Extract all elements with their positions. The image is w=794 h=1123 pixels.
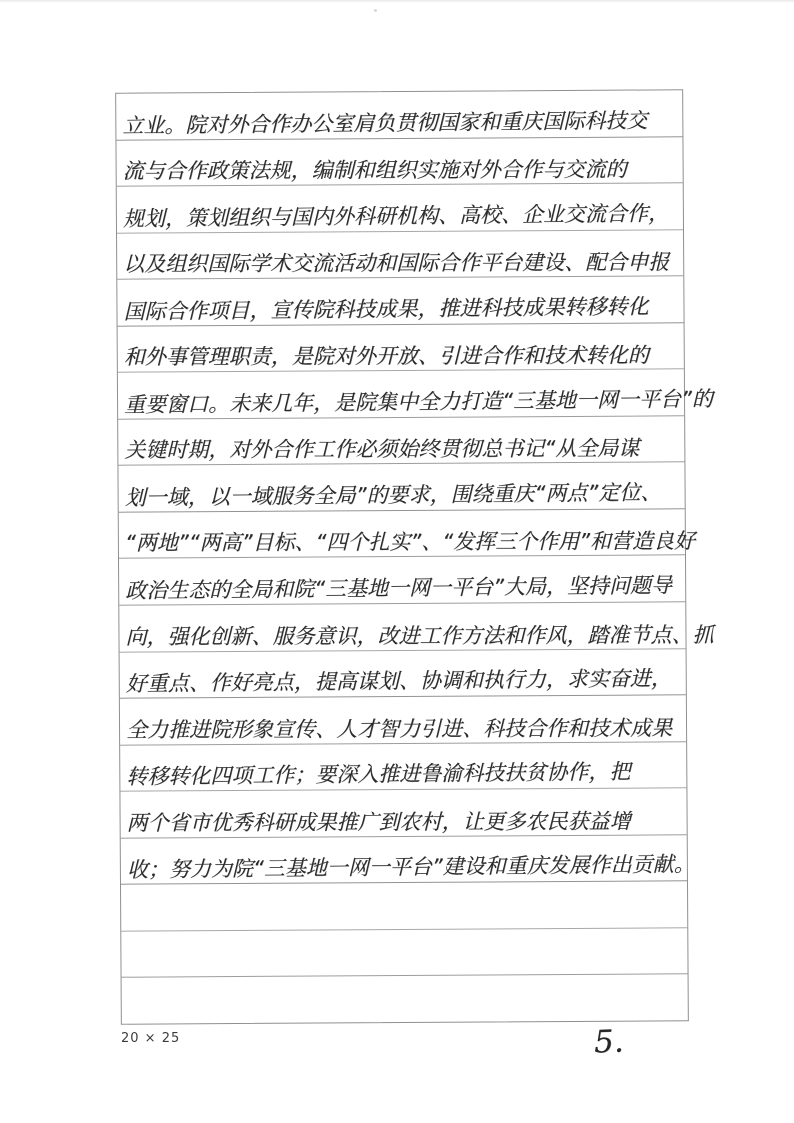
- manuscript-line: [116, 137, 682, 187]
- scan-artifact-speck: [374, 9, 377, 12]
- manuscript-line: [119, 556, 685, 606]
- manuscript-line: [122, 975, 688, 1024]
- manuscript-line: [118, 463, 684, 513]
- ruled-manuscript-grid: [115, 89, 714, 1024]
- handwritten-text: 全力推进院形象宣传、人才智力引进、科技合作和技术成果: [126, 715, 673, 742]
- handwritten-text: 重要窗口。未来几年，是院集中全力打造“三基地一网一平台”的: [123, 386, 713, 417]
- manuscript-line: [117, 230, 683, 280]
- manuscript-line: [119, 509, 695, 559]
- manuscript-line: [120, 742, 686, 792]
- manuscript-line: [118, 416, 684, 466]
- handwritten-text: 好重点、作好亮点，提高谋划、协调和执行力，求实奋进，: [125, 666, 672, 696]
- manuscript-line: [120, 695, 686, 745]
- manuscript-line: [117, 183, 683, 233]
- manuscript-line: [121, 882, 687, 932]
- manuscript-line: [118, 323, 684, 373]
- handwritten-text: 规划，策划组织与国内外科研机构、高校、企业交流合作，: [122, 200, 670, 231]
- handwritten-text: 关键时期，对外合作工作必须始终贯彻总书记“从全局谋: [124, 436, 640, 463]
- manuscript-line: [120, 649, 686, 699]
- handwritten-text: 和外事管理职责，是院对外开放、引进合作和技术转化的: [123, 343, 649, 370]
- handwritten-text: 划一域，以一域服务全局”的要求，围绕重庆“两点”定位、: [124, 480, 662, 510]
- scan-artifact-top-edge: [0, 0, 794, 3]
- handwritten-text: 立业。院对外合作办公室肩负贯彻国家和重庆国际科技交: [122, 107, 648, 138]
- manuscript-line: [118, 370, 713, 420]
- manuscript-line: [120, 788, 686, 838]
- handwritten-text: 流与合作政策法规，编制和组织实施对外合作与交流的: [122, 157, 627, 184]
- handwritten-text: 国际合作项目，宣传院科技成果，推进科技成果转移转化: [123, 294, 649, 324]
- handwritten-text: 政治生态的全局和院“三基地一网一平台”大局，坚持问题导: [125, 573, 673, 603]
- handwritten-text: 两个省市优秀科研成果推广到农村，让更多农民获益增: [126, 808, 631, 835]
- manuscript-line: [117, 276, 683, 326]
- handwritten-text: 以及组织国际学术交流活动和国际合作平台建设、配合申报: [123, 250, 670, 277]
- handwritten-text: “两地”“两高”目标、“四个扎实”、“发挥三个作用”和营造良好: [124, 529, 695, 556]
- handwritten-text: 向，强化创新、服务意识，改进工作方法和作风，踏准节点、抓: [125, 622, 714, 649]
- handwritten-text: 转移转化四项工作；要深入推进鲁渝科技扶贫协作，把: [126, 759, 631, 789]
- page-number: 5.: [593, 1023, 625, 1061]
- manuscript-line: [116, 90, 682, 140]
- handwritten-text: 收；努力为院“三基地一网一平台”建设和重庆发展作出贡献。: [126, 852, 695, 883]
- manuscript-line: [121, 928, 687, 978]
- paper-spec-label: 20 × 25: [121, 1031, 181, 1046]
- manuscript-line: [121, 835, 695, 885]
- manuscript-line: [119, 602, 714, 652]
